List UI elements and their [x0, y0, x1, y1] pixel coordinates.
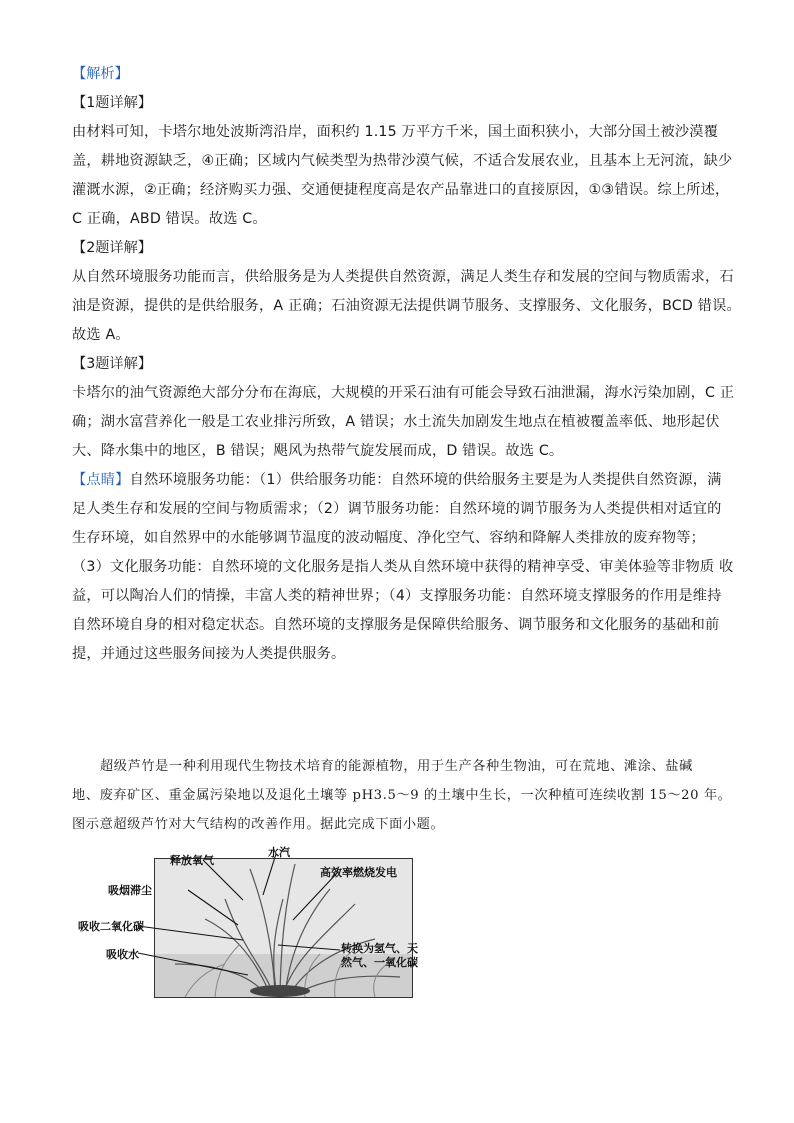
- label-water: 吸收水: [106, 948, 139, 961]
- q1-line: 灌溉水源，②正确；经济购买力强、交通便捷程度高是农产品靠进口的直接原因，①③错误。综上所述，: [72, 182, 730, 198]
- q2-line: 从自然环境服务功能而言，供给服务是为人类提供自然资源，满足人类生存和发展的空间与物质需求，石: [72, 269, 734, 285]
- key-point-line: 生存环境，如自然界中的水能够调节温度的波动幅度、净化空气、容纳和降解人类排放的废弃物等；: [72, 530, 706, 546]
- label-convert-1: 转换为氢气、天: [341, 942, 418, 955]
- label-power: 高效率燃烧发电: [320, 866, 397, 879]
- q1-line: 盖，耕地资源缺乏，④正确；区域内气候类型为热带沙漠气候，不适合发展农业，且基本上无河流，缺少: [72, 153, 733, 169]
- label-dust: 吸烟滞尘: [108, 884, 152, 897]
- reed-figure: [78, 840, 430, 1002]
- key-point-line: [72, 466, 722, 495]
- label-convert-2: 然气、一氧化碳: [341, 956, 418, 969]
- key-point-text: 自然环境服务功能：（1）供给服务功能：自然环境的供给服务主要是为人类提供自然资源，满: [129, 472, 722, 488]
- label-vapor: 水汽: [268, 846, 290, 859]
- q3-heading: 【3题详解】: [72, 356, 152, 372]
- q3-line: 卡塔尔的油气资源绝大部分分布在海底，大规模的开采石油有可能会导致石油泄漏，海水污染加剧，C 正: [72, 385, 735, 401]
- key-point-line: 自然环境自身的相对稳定状态。自然环境的支撑服务是保障供给服务、调节服务和文化服务的基础和前: [72, 617, 720, 633]
- q2-heading: 【2题详解】: [72, 240, 152, 256]
- label-oxygen: 释放氧气: [170, 854, 214, 867]
- key-point-line: （3）文化服务功能：自然环境的文化服务是指人类从自然环境中获得的精神享受、审美体验等非物质 收: [72, 559, 734, 575]
- analysis-section: [72, 60, 741, 669]
- intro-line: 地、废弃矿区、重金属污染地以及退化土壤等 pH3.5～9 的土壤中生长，一次种植可连续收割 15～20 年。: [72, 788, 732, 803]
- q1-heading: 【1题详解】: [72, 95, 152, 111]
- question-intro: [72, 752, 732, 839]
- analysis-title: 【解析】: [72, 66, 129, 82]
- key-point-line: 益，可以陶冶人们的情操，丰富人类的精神世界；（4）支撑服务功能：自然环境支撑服务的作用是维持: [72, 588, 722, 604]
- q3-line: 大、降水集中的地区，B 错误；飓风为热带气旋发展而成，D 错误。故选 C。: [72, 443, 564, 459]
- intro-line: 超级芦竹是一种利用现代生物技术培育的能源植物，用于生产各种生物油，可在荒地、滩涂、盐碱: [100, 759, 693, 774]
- key-point-line: 足人类生存和发展的空间与物质需求；（2）调节服务功能：自然环境的调节服务为人类提供相对适宜的: [72, 501, 722, 517]
- key-point-label: 【点睛】: [72, 472, 130, 488]
- q1-line: C 正确，ABD 错误。故选 C。: [72, 211, 267, 227]
- q3-line: 确；湖水富营养化一般是工农业排污所致，A 错误；水土流失加剧发生地点在植被覆盖率低、地形起伏: [72, 414, 720, 430]
- q2-line: 故选 A。: [72, 327, 130, 343]
- q2-line: 油是资源，提供的是供给服务，A 正确；石油资源无法提供调节服务、支撑服务、文化服务，BCD 错误。: [72, 298, 741, 314]
- label-co2: 吸收二氧化碳: [78, 920, 144, 933]
- intro-line: 图示意超级芦竹对大气结构的改善作用。据此完成下面小题。: [72, 817, 445, 832]
- key-point-line: 提，并通过这些服务间接为人类提供服务。: [72, 646, 346, 662]
- q1-line: 由材料可知，卡塔尔地处波斯湾沿岸，面积约 1.15 万平方千米，国土面积狭小，大部分国土被沙漠覆: [72, 124, 719, 140]
